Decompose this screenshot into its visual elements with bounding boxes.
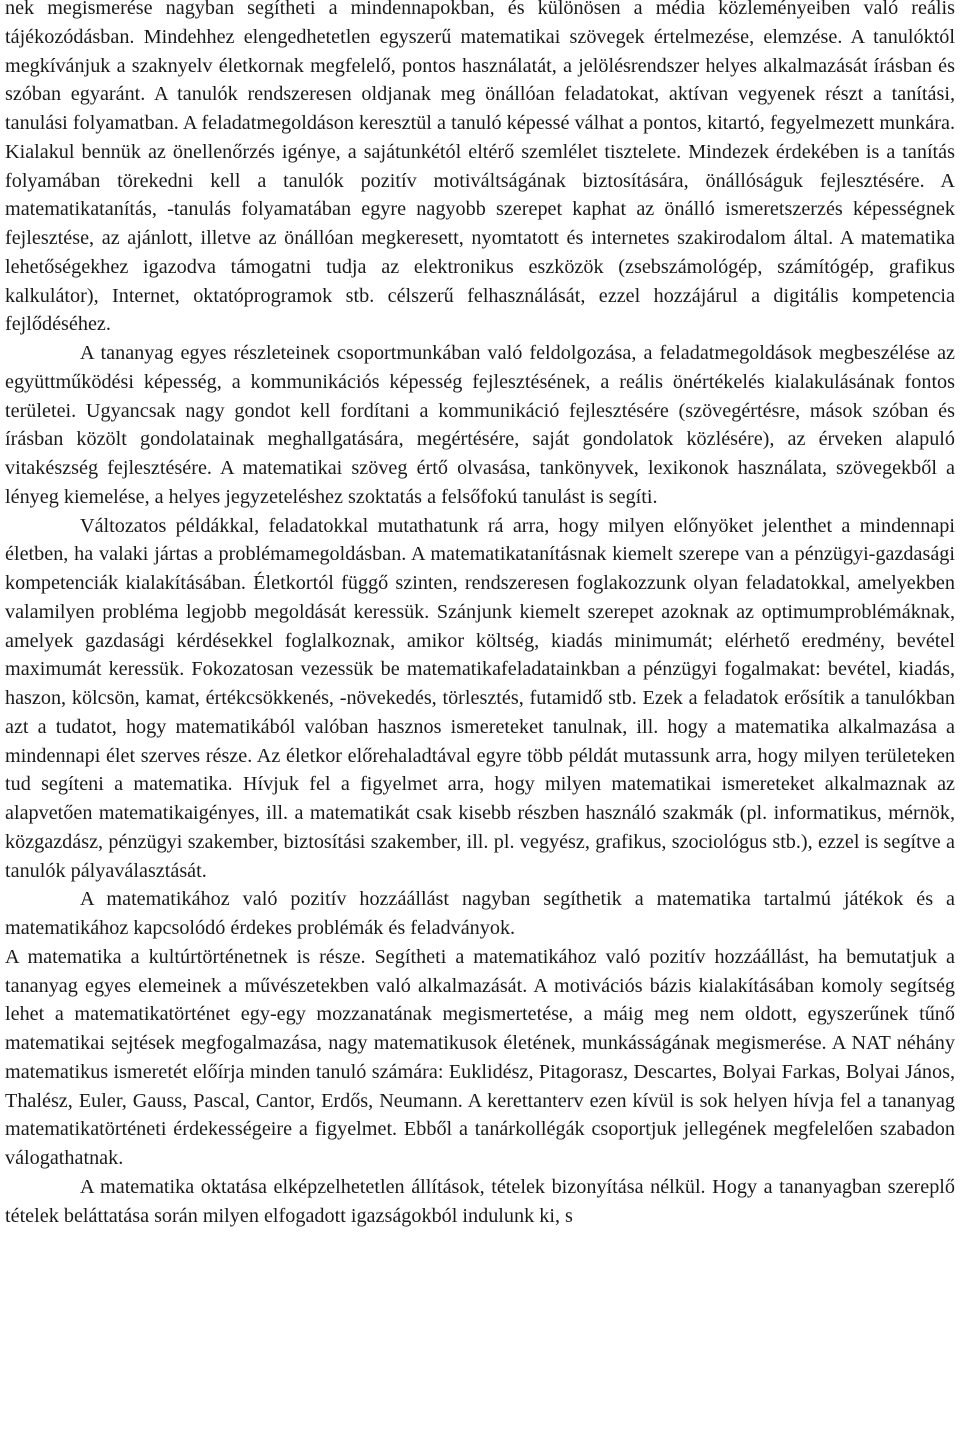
paragraph-financial-competence: Változatos példákkal, feladatokkal mutathatunk rá arra, hogy milyen előnyöket jelenthet a mindennapi életben, ha valaki jártas a problémamegoldásban. A matematikatanításnak kiemelt szerepe van a pénzügyi-gazdasági kompetenciák kialakításában. Életkortól függő szinten, rendszeresen foglakozzunk olyan feladatokkal, amelyekben valamilyen probléma legjobb megoldását keressük. Szánjunk kiemelt szerepet azoknak az optimumproblémáknak, amelyek gazdasági kérdésekkel foglalkoznak, amikor költség, kiadás minimumát; elérhető eredmény, bevétel maximumát keressük. Fokozatosan vezessük be matematikafeladatainkban a pénzügyi fogalmakat: bevétel, kiadás, haszon, kölcsön, kamat, értékcsökkenés, -növekedés, törlesztés, futamidő stb. Ezek a feladatok erősítik a tanulókban azt a tudatot, hogy matematikából valóban hasznos ismereteket tanulnak, ill. hogy a matematika alkalmazása a mindennapi élet szerves része. Az életkor előrehaladtával egyre több példát mutassunk arra, hogy milyen területeken tud segíteni a matematika. Hívjuk fel a figyelmet arra, hogy milyen matematikai ismereteket alkalmaznak az alapvetően matematikaigényes, ill. a matematikát csak kisebb részben használó szakmák (pl. informatikus, mérnök, közgazdász, pénzügyi szakember, biztosítási szakember, ill. pl. vegyész, grafikus, szociológus stb.), ezzel is segítve a tanulók pályaválasztását. xyxy=(5,514,955,882)
paragraph-cultural-history: A matematika a kultúrtörténetnek is része. Segítheti a matematikához való pozitív hozzáállást, ha bemutatjuk a tananyag egyes elemeinek a művészetekben való alkalmazását. A motivációs bázis kialakításában komoly segítség lehet a matematikatörténet egy-egy mozzanatának megismertetése, a máig meg nem oldott, egyszerűnek tűnő matematikai sejtések megfogalmazása, nagy matematikusok életének, munkásságának megismerése. A NAT néhány matematikus ismeretét előírja minden tanuló számára: Euklidész, Pitagorasz, Descartes, Bolyai Farkas, Bolyai János, Thalész, Euler, Gauss, Pascal, Cantor, Erdős, Neumann. A kerettanterv ezen kívül is sok helyen hívja fel a tananyag matematikatörténeti érdekességeire a figyelmet. Ebből a tanárkollégák csoportjuk jellegének megfelelően szabadon válogathatnak. xyxy=(5,945,955,1169)
paragraph-group-work: A tananyag egyes részleteinek csoportmunkában való feldolgozása, a feladatmegoldások megbeszélése az együttműködési képesség, a kommunikációs képesség fejlesztésének, a reális önértékelés kialakulásának fontos területei. Ugyancsak nagy gondot kell fordítani a kommunikáció fejlesztésére (szövegértésre, mások szóban és írásban közölt gondolatainak meghallgatására, megértésére, saját gondolatok közlésére), az érveken alapuló vitakészség fejlesztésére. A matematikai szöveg értő olvasása, tankönyvek, lexikonok használata, szövegekből a lényeg kiemelése, a helyes jegyzeteléshez szoktatás a felsőfokú tanulást is segíti. xyxy=(5,342,955,508)
paragraph-proofs: A matematika oktatása elképzelhetetlen állítások, tételek bizonyítása nélkül. Hogy a tananyagban szereplő tételek beláttatása során milyen elfogadott igazságokból indulunk ki, s xyxy=(5,1175,955,1227)
paragraph-media-literacy: nek megismerése nagyban segítheti a mindennapokban, és különösen a média közleményeiben való reális tájékozódásban. Mindehhez elengedhetetlen egyszerű matematikai szövegek értelmezése, elemzése. A tanulóktól megkívánjuk a szaknyelv életkornak megfelelő, pontos használatát, a jelölésrendszer helyes alkalmazását írásban és szóban egyaránt. A tanulók rendszeresen oldjanak meg önállóan feladatokat, aktívan vegyenek részt a tanítási, tanulási folyamatban. A feladatmegoldáson keresztül a tanuló képessé válhat a pontos, kitartó, fegyelmezett munkára. Kialakul bennük az önellenőrzés igénye, a sajátunkétól eltérő szemlélet tisztelete. Mindezek érdekében is a tanítás folyamában törekedni kell a tanulók pozitív motiváltságának biztosítására, önállóságuk fejlesztésére. A matematikatanítás, -tanulás folyamatában egyre nagyobb szerepet kaphat az önálló ismeretszerzés képességnek fejlesztése, az ajánlott, illetve az önállóan megkeresett, nyomtatott és internetes szakirodalom által. A matematika lehetőségekhez igazodva támogatni tudja az elektronikus eszközök (zsebszámológép, számítógép, grafikus kalkulátor), Internet, oktatóprogramok stb. célszerű felhasználását, ezzel hozzájárul a digitális kompetencia fejlődéséhez. xyxy=(5,0,955,336)
paragraph-math-games: A matematikához való pozitív hozzáállást nagyban segíthetik a matematika tartalmú játékok és a matematikához kapcsolódó érdekes problémák és feladványok. xyxy=(5,888,955,939)
